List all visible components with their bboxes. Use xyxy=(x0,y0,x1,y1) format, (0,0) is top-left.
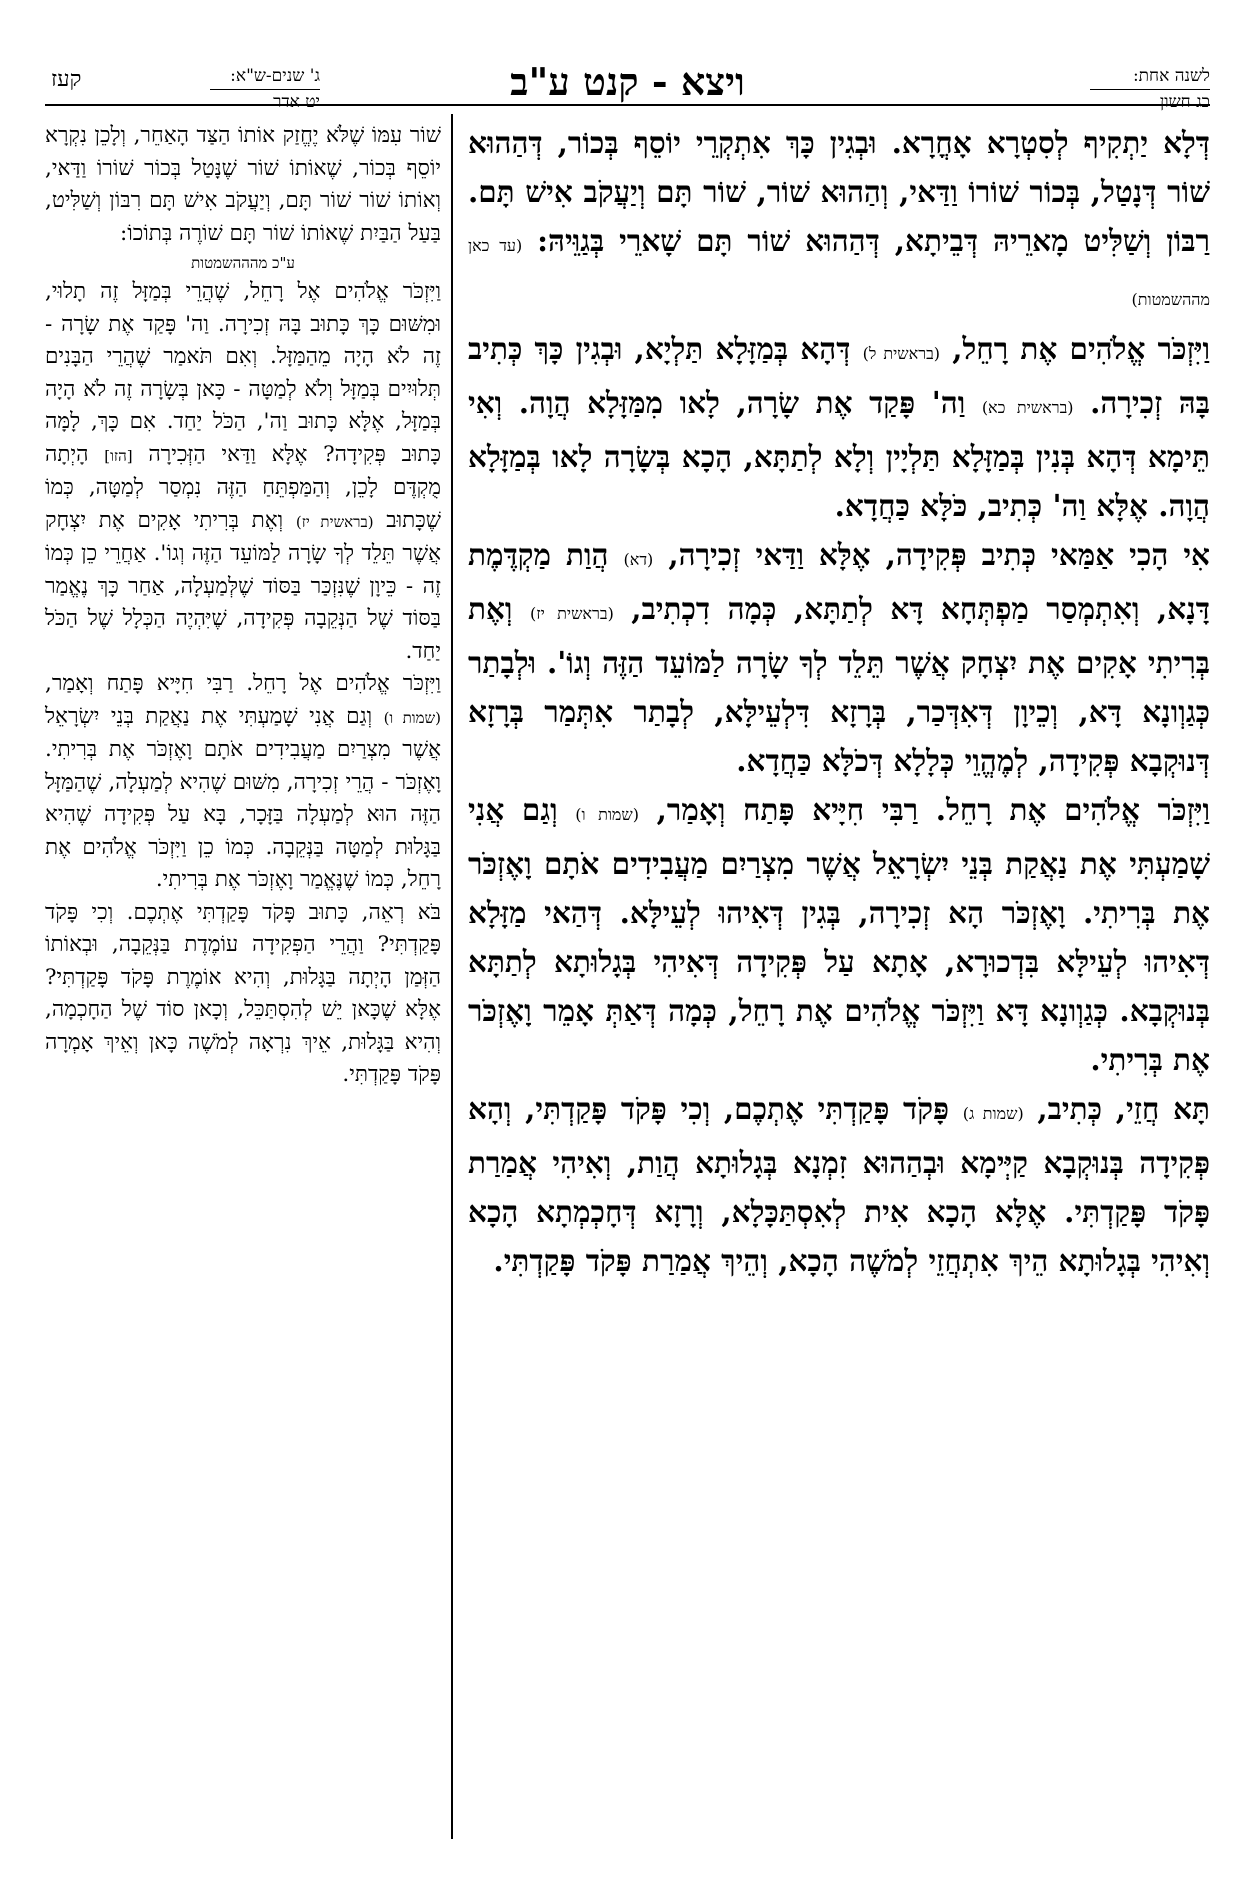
side-p2-start: וַיִּזְכֹּר אֱלֹהִים אֶל רָחֵל, שֶׁהֲרֵי בְּמַזָּל זֶה תָלוּי, וּמִשּׁוּם כָּךְ כָּתוּב בָּהּ זְכִירָה. וַה' פָּקַד אֶת שָׂרָה - זֶה לֹא הָיָה מֵהַמַּזָּל. וְאִם תֹּאמַר שֶׁהֲרֵי הַבָּנִים תְּלוּיִים בְּמַזָּל וְלֹא לְמַטָּה - כָּאן בְּשָׂרָה זֶה לֹא הָיָה בְּמַזָּל, אֶלָּא כָּתוּב וַה', הַכֹּל יַחַד. אִם כָּךְ, לָמָּה כָּתוּב פְּקִידָה? אֶלָּא וַדַּאי הַזְּכִירָה xyxy=(45,279,442,467)
main-p3-ref1: (דא) xyxy=(623,550,654,569)
side-p4-text: בֹּא רְאֵה, כָּתוּב פָּקֹד פָּקַדְתִּי אֶתְכֶם. וְכִי פָּקֹד פָּקַדְתִּי? וַהֲרֵי הַפְּקִידָה עוֹמֶדֶת בַּנְּקֵבָה, וּבְאוֹתוֹ הַזְּמַן הָיְתָה בַּגָּלוּת, וְהִיא אוֹמֶרֶת פָּקֹד פָּקַדְתִּי? אֶלָּא שֶׁכָּאן יֵשׁ לְהִסְתַּכֵּל, וְכָאן סוֹד שֶׁל הַחָכְמָה, וְהִיא בַּגָּלוּת, אֵיךְ נִרְאָה לְמֹשֶׁה כָּאן וְאֵיךְ אָמְרָה פָּקֹד פָּקַדְתִּי. xyxy=(45,899,441,1087)
main-p3-mid: הֲוַת מַקְדֶּמֶת דָּנָא, וְאִתְמְסַר מַפְתְּחָא דָּא לְתַתָּא, כְּמָה דִכְתִיב, xyxy=(468,537,1210,626)
side-p2-end: וְאֶת בְּרִיתִי אָקִים אֶת יִצְחָק אֲשֶׁר תֵּלֵד לְךָ שָׂרָה לַמּוֹעֵד הַזֶּה וְגוֹ'. אַחֲרֵי כֵן כְּמוֹ זֶה - כֵּיוָן שֶׁנִּזְכַּר בַּסּוֹד שֶׁלְּמַעְלָה, אַחַר כָּךְ נֶאֱמַר בַּסּוֹד שֶׁל הַנְּקֵבָה פְּקִידָה, שֶׁיִּהְיֶה הַכְּלָל שֶׁל הַכֹּל יַחַד. xyxy=(45,507,441,664)
main-p5-start: תָּא חֲזֵי, כְּתִיב, xyxy=(1037,1091,1211,1126)
main-p4-ref1: (שמות ו) xyxy=(575,805,639,824)
main-p2-start: וַיִּזְכֹּר אֱלֹהִים אֶת רָחֵל, xyxy=(952,331,1210,366)
main-paragraph-3 xyxy=(468,530,1210,785)
header-hebrew-date-left: יט אדר xyxy=(210,89,320,112)
side-p1-text: שׁוֹר עִמּוֹ שֶׁלֹּא יֶחֱזַק אוֹתוֹ הַצַּד הָאַחֵר, וְלָכֵן נִקְרָא יוֹסֵף בְּכוֹר, שֶׁאוֹתוֹ שׁוֹר שֶׁנָּטַל בְּכוֹר שׁוֹרוֹ וַדַּאי, וְאוֹתוֹ שׁוֹר שׁוֹר תָּם, וְיַעֲקֹב אִישׁ תָּם רִבּוֹן וְשַׁלִּיט, בַּעַל הַבַּיִת שֶׁאוֹתוֹ שׁוֹר תָּם שׁוֹרֶה בְּתוֹכוֹ: xyxy=(45,123,441,246)
main-paragraph-4 xyxy=(468,785,1210,1084)
column-divider xyxy=(451,114,453,1839)
main-p2-mid: דְּהָא בְּמַזָּלָא תַּלְיָא, וּבְגִין כָּךְ כְּתִיב בָּהּ זְכִירָה. xyxy=(468,331,1210,420)
header-rule xyxy=(45,104,1210,106)
side-p3-start: וַיִּזְכֹּר אֱלֹהִים אֶל רָחֵל. רַבִּי חִיָּיא פָּתַח וְאָמַר, xyxy=(45,671,441,696)
main-text-column xyxy=(468,118,1210,1285)
main-p4-start: וַיִּזְכֹּר אֱלֹהִים אֶת רָחֵל. רַבִּי חִיָּיא פָּתַח וְאָמַר, xyxy=(656,792,1210,827)
side-p3-end: וְגַם אֲנִי שָׁמַעְתִּי אֶת נַאֲקַת בְּנֵי יִשְׂרָאֵל אֲשֶׁר מִצְרַיִם מַעֲבִידִים אֹתָם וָאֶזְכֹּר אֶת בְּרִיתִי. וָאֶזְכֹּר - הֲרֵי זְכִירָה, מִשּׁוּם שֶׁהִיא לְמַעְלָה, שֶׁהַמַּזָּל הַזֶּה הוּא לְמַעְלָה בַּזָּכָר, בָּא עַל פְּקִידָה שֶׁהִיא בַּגָּלוּת לְמַטָּה בַּנְּקֵבָה. כְּמוֹ כֵן וַיִּזְכֹּר אֱלֹהִים אֶת רָחֵל, כְּמוֹ שֶׁנֶּאֱמַר וָאֶזְכֹּר אֶת בְּרִיתִי. xyxy=(45,703,441,892)
side-p2-ref1: [הזו] xyxy=(104,446,133,465)
main-p2-end: וַה' פָּקַד אֶת שָׂרָה, לָאו מִמַּזָּלָא הֲוָה. וְאִי תֵּימָא דְּהָא בְּנִין בְּמַזָּלָא תַּלְיָין וְלָא לְתַתָּא, הָכָא בְּשָׂרָה לָאו בְּמַזָּלָא הֲוָה. אֶלָּא וַה' כְּתִיב, כֹּלָּא כַּחֲדָא. xyxy=(468,385,1210,523)
main-p2-ref2: (בראשית כא) xyxy=(981,398,1074,417)
side-paragraph-1 xyxy=(45,120,441,250)
header-three-year-schedule: ג' שנים-ש"א: xyxy=(230,66,320,86)
side-p3-ref1: (שמות ו) xyxy=(383,708,441,727)
page-title: ויצא - קנט ע"ב xyxy=(510,59,745,104)
main-paragraph-5 xyxy=(468,1084,1210,1285)
main-p3-end: וְאֶת בְּרִיתִי אָקִים אֶת יִצְחָק אֲשֶׁר תֵּלֵד לְךָ שָׂרָה לַמּוֹעֵד הַזֶּה וְגוֹ'. וּלְבָתַר כְּגַוְונָא דָּא, וְכֵיוָן דְּאִדְּכַר, בְּרָזָא דִּלְעֵילָּא, לְבָתַר אִתְּמַר בְּרָזָא דְּנוּקְבָא פְּקִידָה, לְמֶהֱוֵי כְּלָלָא דְּכֹלָּא כַּחֲדָא. xyxy=(468,591,1210,778)
side-p1-note: ע"כ מהההשמטות xyxy=(191,254,295,272)
main-p5-ref1: (שמות ג) xyxy=(962,1104,1024,1123)
main-p2-ref1: (בראשית ל) xyxy=(862,344,941,363)
header-hebrew-date: כג חשון xyxy=(1090,89,1210,112)
main-p1-note: (עד כאן מההשמטות) xyxy=(468,236,1210,309)
main-p5-end: פָּקֹד פָּקַדְתִּי אֶתְכֶם, וְכִי פָּקֹד פָּקַדְתִּי, וְהָא פְּקִידָה בְּנוּקְבָא קַיְּימָא וּבְהַהוּא זִמְנָא בְּגָלוּתָא הֲוַת, וְאִיהִי אֲמַרַת פָּקֹד פָּקַדְתִּי. אֶלָּא הָכָא אִית לְאִסְתַּכָּלָא, וְרָזָא דְּחָכְמְתָא הָכָא וְאִיהִי בְּגָלוּתָא הֵיךְ אִתְחֲזֵי לְמֹשֶׁה הָכָא, וְהֵיךְ אֲמַרַת פָּקֹד פָּקַדְתִּי. xyxy=(468,1091,1210,1278)
main-p1-text: דְּלָא יַתְקִיף לְסִטְרָא אָחֳרָא. וּבְגִין כָּךְ אִתְקְרֵי יוֹסֵף בְּכוֹר, דְּהַהוּא שׁוֹר דְּנָטַל, בְּכוֹר שׁוֹרוֹ וַדַּאי, וְהַהוּא שׁוֹר, שׁוֹר תָּם וְיַעֲקֹב אִישׁ תָּם. רַבּוֹן וְשַׁלִּיט מָארֵיהּ דְּבֵיתָא, דְּהַהוּא שׁוֹר תָּם שָׁארֵי בְּגַוֵּיהּ: xyxy=(468,125,1210,258)
main-paragraph-1 xyxy=(468,118,1210,324)
side-paragraph-2 xyxy=(45,276,441,668)
side-paragraph-3 xyxy=(45,668,441,897)
side-p2-ref2: (בראשית יז) xyxy=(295,512,374,531)
main-p3-start: אִי הָכִי אַמַּאי כְּתִיב פְּקִידָה, אֶלָּא וַדַּאי זְכִירָה, xyxy=(668,537,1210,572)
main-p4-end: וְגַם אֲנִי שָׁמַעְתִּי אֶת נַאֲקַת בְּנֵי יִשְׂרָאֵל אֲשֶׁר מִצְרַיִם מַעֲבִידִים אֹתָם וָאֶזְכֹּר אֶת בְּרִיתִי. וָאֶזְכֹּר הָא זְכִירָה, בְּגִין דְּאִיהוּ לְעֵילָּא. דְּהַאי מַזָּלָא דְּאִיהוּ לְעֵילָּא בִּדְכוּרָא, אָתָא עַל פְּקִידָה דְּאִיהִי בְּגָלוּתָא לְתַתָּא בְּנוּקְבָא. כְּגַוְונָא דָּא וַיִּזְכֹּר אֱלֹהִים אֶת רָחֵל, כְּמָה דְּאַתְּ אָמֵר וָאֶזְכֹּר אֶת בְּרִיתִי. xyxy=(468,792,1210,1077)
main-p3-ref2: (בראשית יז) xyxy=(529,604,614,623)
main-paragraph-2 xyxy=(468,324,1210,530)
header-year-schedule: לשנה אחת: xyxy=(1132,66,1210,86)
page-header xyxy=(45,58,1210,110)
page-number: קעז xyxy=(51,67,82,92)
side-p2-mid: הָיְתָה מֻקְדֶּם לָכֵן, וְהַמַּפְתֵּחַ הַזֶּה נִמְסַר לְמַטָּה, כְּמוֹ שֶׁכָּתוּב xyxy=(45,441,441,533)
side-paragraph-4 xyxy=(45,897,441,1092)
translation-column xyxy=(45,120,441,1092)
